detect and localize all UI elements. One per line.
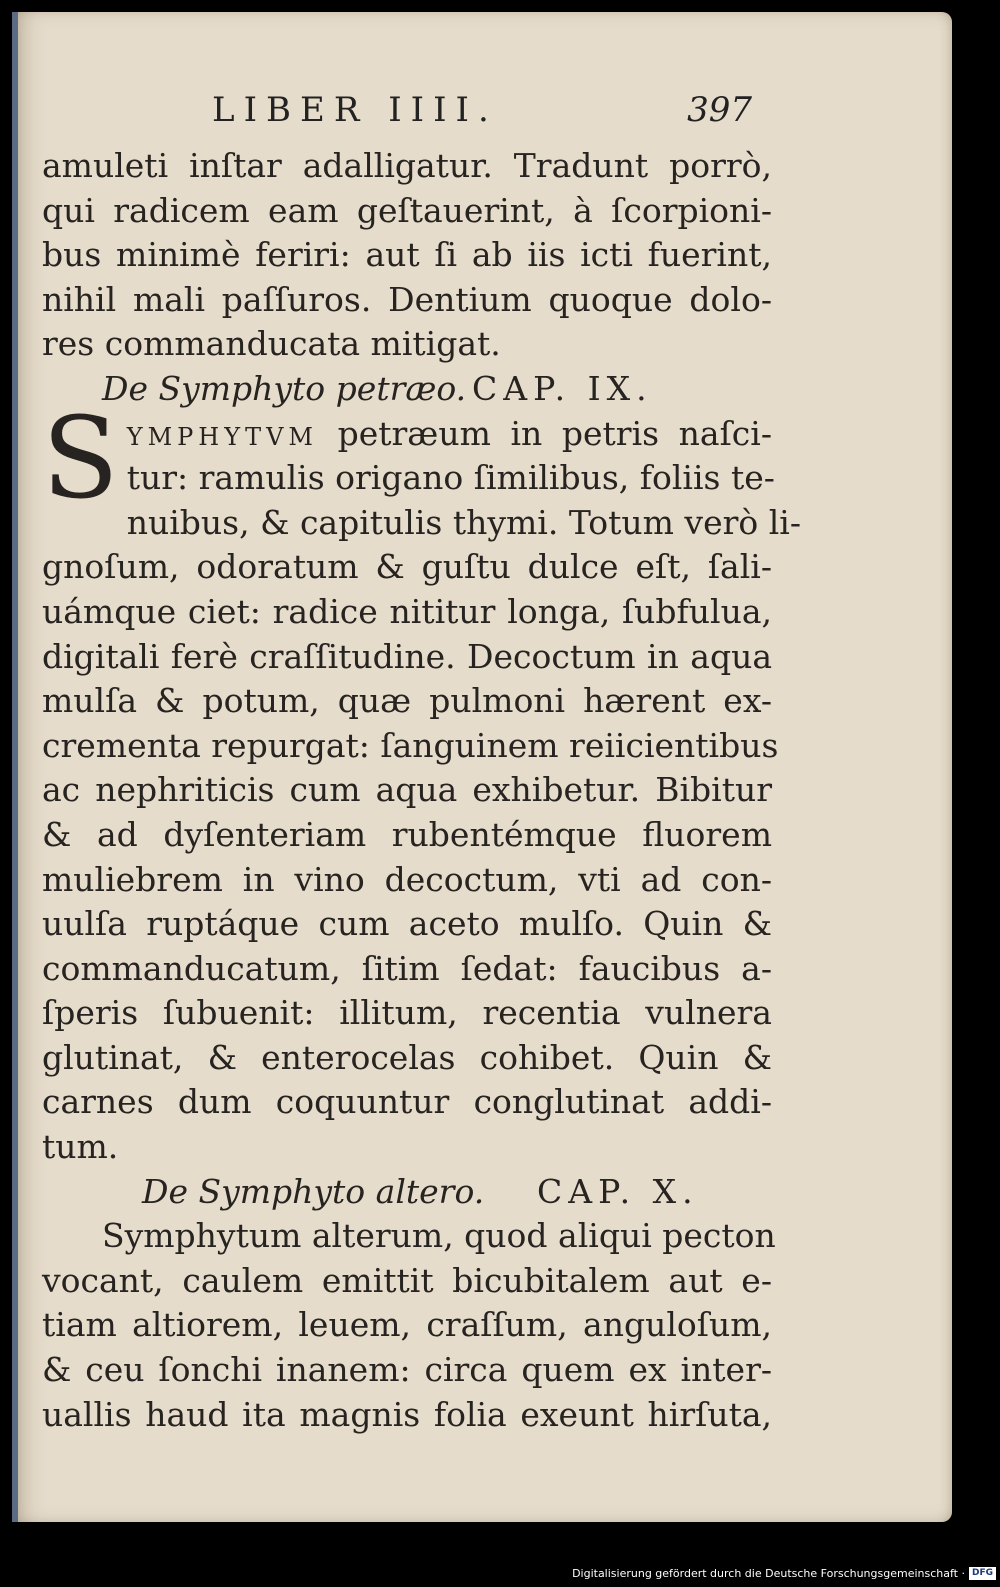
text-line: qui radicem eam geſtauerint, à ſcorpioni-: [42, 190, 772, 230]
text-line: nuibus, & capitulis thymi. Totum verò li-: [126, 502, 801, 542]
text-line: tiam altiorem, leuem, craſſum, anguloſum,: [42, 1305, 772, 1345]
drop-cap: S: [42, 393, 119, 524]
text-line: nihil mali paſſuros. Dentium quoque dolo-: [42, 279, 772, 319]
text-line: [42, 412, 772, 457]
chapter-number: CAP. X.: [537, 1171, 699, 1211]
book-page: [12, 12, 952, 1522]
small-caps-word: YMPHYTVM: [126, 422, 318, 451]
text-line: uámque ciet: radice nititur longa, ſubfulua,: [42, 591, 772, 631]
text-line: res commanducata mitigat.: [42, 324, 501, 364]
text-line: & ceu ſonchi inanem: circa quem ex inter-: [42, 1350, 772, 1390]
text-fragment: petræum in petris naſci-: [337, 413, 772, 453]
text-line: ſperis ſubuenit: illitum, recentia vulnera: [42, 993, 772, 1033]
chapter-title: De Symphyto altero.: [142, 1171, 485, 1211]
text-line: bus minimè feriri: aut ſi ab iis icti fuerint,: [42, 235, 772, 275]
text-line: muliebrem in vino decoctum, vti ad con-: [42, 859, 772, 899]
page-header: [212, 90, 752, 130]
text-line: uulſa ruptáque cum aceto mulſo. Quin &: [42, 904, 772, 944]
text-line: Symphytum alterum, quod aliqui pecton: [102, 1216, 776, 1256]
chapter-heading: [42, 1170, 772, 1215]
running-head: LIBER IIII.: [212, 90, 498, 130]
text-line: amuleti inſtar adalligatur. Tradunt porrò,: [42, 146, 772, 185]
text-line: vocant, caulem emittit bicubitalem aut e-: [42, 1260, 772, 1300]
digitization-credit: [572, 1565, 996, 1581]
chapter-heading: [42, 367, 772, 412]
chapter-title: De Symphyto petræo.: [102, 368, 467, 408]
credit-text: Digitalisierung gefördert durch die Deutsche Forschungsgemeinschaft ·: [572, 1566, 965, 1580]
text-line: crementa repurgat: ſanguinem reiicientibus: [42, 725, 779, 765]
text-line: gnoſum, odoratum & guſtu dulce eſt, ſali-: [42, 547, 772, 587]
text-line: tur: ramulis origano ſimilibus, foliis te-: [126, 458, 775, 498]
body-text: [42, 144, 801, 1437]
text-line: digitali ferè craſſitudine. Decoctum in aqua: [42, 636, 772, 676]
text-line: ac nephriticis cum aqua exhibetur. Bibitur: [42, 770, 772, 810]
text-line: uallis haud ita magnis folia exeunt hirſuta,: [42, 1394, 772, 1434]
dfg-logo-icon: DFG: [969, 1567, 996, 1580]
text-line: carnes dum coquuntur conglutinat addi-: [42, 1082, 772, 1122]
text-line: commanducatum, ſitim ſedat: faucibus a-: [42, 948, 772, 988]
text-line: mulſa & potum, quæ pulmoni hærent ex-: [42, 681, 772, 721]
text-line: & ad dyſenteriam rubentémque fluorem: [42, 814, 772, 854]
chapter-number: CAP. IX.: [472, 368, 653, 408]
text-line: tum.: [42, 1127, 119, 1167]
page-number: 397: [687, 90, 752, 130]
text-line: glutinat, & enterocelas cohibet. Quin &: [42, 1037, 772, 1077]
page-gutter: [12, 12, 18, 1522]
